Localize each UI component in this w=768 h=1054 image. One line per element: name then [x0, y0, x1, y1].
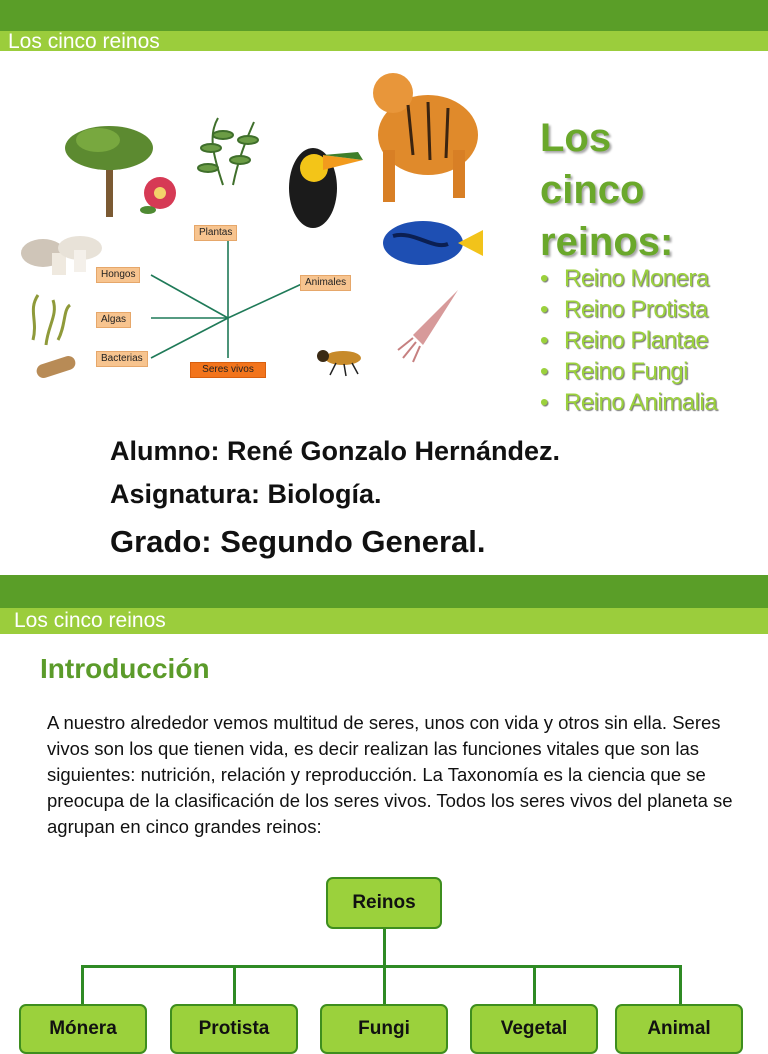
- label-hongos: Hongos: [96, 267, 140, 283]
- tree-connector: [233, 965, 236, 1005]
- label-animales: Animales: [300, 275, 351, 291]
- main-title: [540, 112, 750, 268]
- slide-header-title: Los cinco reinos: [8, 30, 160, 53]
- section-heading: Introducción: [40, 653, 210, 684]
- tree-connector: [679, 965, 682, 1005]
- toucan-icon: [289, 148, 363, 228]
- tree-root-node: Reinos: [326, 877, 442, 929]
- header-band-dark: [0, 0, 768, 31]
- tree-child-fungi: Fungi: [320, 1004, 448, 1054]
- tree-icon: [65, 126, 153, 217]
- label-bacterias: Bacterias: [96, 351, 148, 367]
- title-line-1: Los: [540, 116, 612, 160]
- fish-icon: [383, 221, 483, 265]
- title-line-2: cinco: [540, 168, 645, 212]
- tree-child-vegetal: Vegetal: [470, 1004, 598, 1054]
- kingdom-item: • Reino Fungi: [540, 358, 688, 385]
- tree-connector: [81, 965, 682, 968]
- slide-2: [0, 575, 768, 1039]
- student-name: Alumno: René Gonzalo Hernández.: [110, 436, 561, 466]
- squid-icon: [398, 290, 458, 362]
- mushroom-icon: [21, 236, 102, 275]
- bacteria-icon: [35, 354, 77, 380]
- tree-connector: [383, 929, 386, 967]
- illustration-svg: [18, 60, 518, 400]
- grade: Grado: Segundo General.: [110, 524, 486, 559]
- slide-header-title: Los cinco reinos: [14, 609, 166, 632]
- label-algas: Algas: [96, 312, 131, 328]
- subject: Asignatura: Biología.: [110, 479, 382, 509]
- intro-paragraph: A nuestro alrededor vemos multitud de seres, unos con vida y otros sin ella. Seres vivos son los que tienen vida, es decir realizan las funciones vitales que son las siguientes: nutrición, relación y reproducción. La Taxonomía es la ciencia que se preocupa de la clasificación de los seres vivos. Todos los seres vivos del planeta se agrupan en cinco grandes reinos:: [47, 712, 733, 837]
- tree-connector: [533, 965, 536, 1005]
- kingdom-item: • Reino Animalia: [540, 389, 718, 416]
- fern-icon: [198, 118, 258, 185]
- label-plantas: Plantas: [194, 225, 237, 241]
- kingdom-list: [540, 263, 717, 418]
- label-seres-vivos: Seres vivos: [190, 362, 266, 378]
- kingdom-item: • Reino Protista: [540, 296, 708, 323]
- tiger-icon: [373, 73, 478, 202]
- header-band-dark: [0, 575, 768, 608]
- kingdom-item: • Reino Plantae: [540, 327, 709, 354]
- algae-icon: [33, 295, 70, 345]
- tree-child-monera: Mónera: [19, 1004, 147, 1054]
- kingdoms-illustration: [18, 60, 518, 400]
- tree-connector: [383, 965, 386, 1005]
- tree-child-animal: Animal: [615, 1004, 743, 1054]
- title-line-3: reinos:: [540, 220, 674, 264]
- insect-icon: [317, 350, 361, 376]
- kingdom-item: • Reino Monera: [540, 265, 709, 292]
- tree-child-protista: Protista: [170, 1004, 298, 1054]
- flower-icon: [140, 177, 176, 214]
- tree-connector: [81, 965, 84, 1005]
